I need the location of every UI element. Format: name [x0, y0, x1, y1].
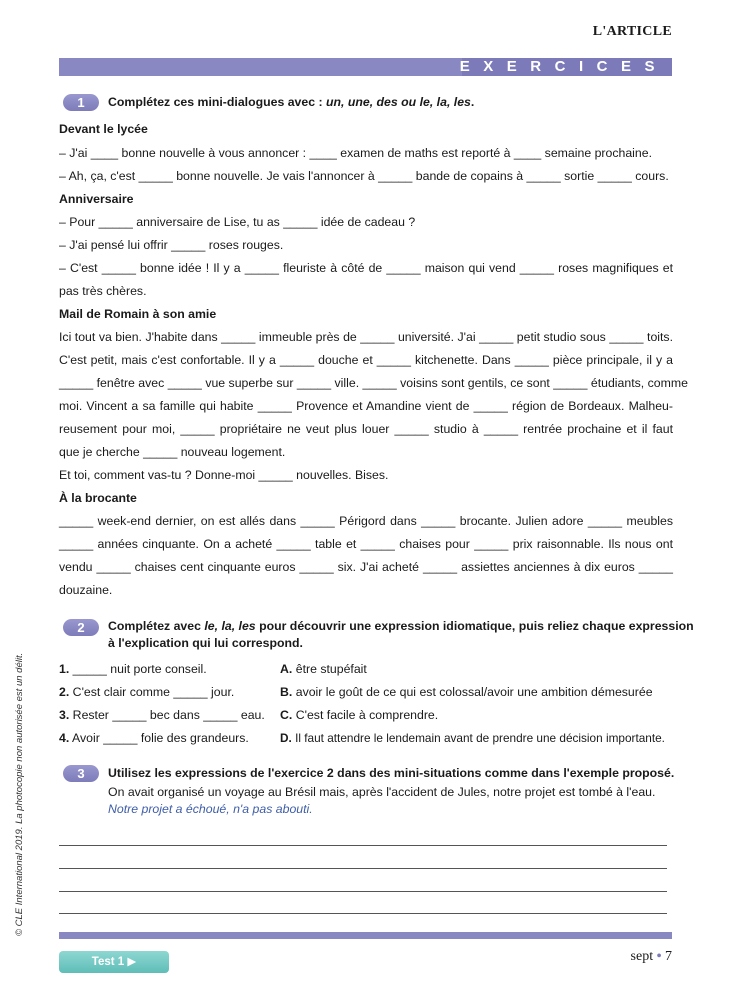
exercise-3-instruction: Utilisez les expressions de l'exercice 2 dans des mini-situations comme dans l'exemple proposé. — [108, 766, 675, 780]
explanation-item-c: C. C'est facile à comprendre. — [280, 708, 439, 722]
section-title-mail: Mail de Romain à son amie — [59, 307, 217, 321]
exercise-line: – C'est _____ bonne idée ! Il y a _____ fleuriste à côté de _____ maison qui vend _____ roses magnifiques et — [59, 261, 673, 275]
expression-item-3: 3. Rester _____ bec dans _____ eau. — [59, 708, 265, 722]
exercise-line: vendu _____ chaises cent cinquante euros _____ six. J'ai acheté _____ assiettes anciennes à dix euros _____ — [59, 560, 673, 574]
answer-line — [59, 845, 667, 846]
expression-item-1: 1. _____ nuit porte conseil. — [59, 662, 207, 676]
section-title-brocante: À la brocante — [59, 491, 137, 505]
answer-line — [59, 868, 667, 869]
exercise-1-number: 1 — [63, 94, 99, 111]
test-1-link[interactable]: Test 1 ▶ — [59, 951, 169, 973]
exercise-line: douzaine. — [59, 583, 113, 597]
exercise-line: moi. Vincent a sa famille qui habite _____ Provence et Amandine vient de _____ région de Bordeaux. Malheu- — [59, 399, 673, 413]
exercise-line: reusement pour moi, _____ propriétaire ne veut plus louer _____ studio à _____ rentrée prochaine et il faut — [59, 422, 673, 436]
exercise-line: – J'ai ____ bonne nouvelle à vous annoncer : ____ examen de maths est reporté à ____ semaine prochaine. — [59, 146, 653, 160]
exercise-line: – Ah, ça, c'est _____ bonne nouvelle. Je vais l'annoncer à _____ bande de copains à _____ sortie _____ cours. — [59, 169, 669, 183]
exercises-banner-label: EXERCICES — [459, 58, 668, 75]
exercise-2-instruction: Complétez avec le, la, les pour découvrir une expression idiomatique, puis reliez chaque expression à l'explication qui lui correspond. — [108, 619, 694, 650]
exercise-2-number: 2 — [63, 619, 99, 636]
exercise-line: que je cherche _____ nouveau logement. — [59, 445, 286, 459]
explanation-item-d: D. Il faut attendre le lendemain avant de prendre une décision importante. — [280, 731, 665, 745]
expression-item-4: 4. Avoir _____ folie des grandeurs. — [59, 731, 249, 745]
exercise-line: _____ années cinquante. On a acheté _____ table et _____ chaises pour _____ prix raisonnable. Ils nous ont — [59, 537, 673, 551]
explanation-item-b: B. avoir le goût de ce qui est colossal/avoir une ambition démesurée — [280, 685, 653, 699]
copyright-notice: © CLE International 2019. La photocopie non autorisée est un délit. — [14, 652, 25, 936]
exercise-3-number: 3 — [63, 765, 99, 782]
exercise-line: Et toi, comment vas-tu ? Donne-moi _____ nouvelles. Bises. — [59, 468, 389, 482]
page-number: sept • 7 — [630, 949, 672, 964]
exercises-banner-box — [459, 58, 672, 76]
bullet-icon: • — [656, 949, 662, 964]
exercises-banner — [59, 58, 672, 76]
exercise-line: Ici tout va bien. J'habite dans _____ immeuble près de _____ université. J'ai _____ petit studio sous _____ toits. — [59, 330, 673, 344]
exercise-line: _____ week-end dernier, on est allés dans _____ Périgord dans _____ brocante. Julien adore _____ meubles — [59, 514, 673, 528]
expression-item-2: 2. C'est clair comme _____ jour. — [59, 685, 235, 699]
exercise-line: – Pour _____ anniversaire de Lise, tu as _____ idée de cadeau ? — [59, 215, 416, 229]
exercise-line: C'est petit, mais c'est confortable. Il y a _____ douche et _____ kitchenette. Dans _____ pièce principale, il y a — [59, 353, 673, 367]
example-situation: On avait organisé un voyage au Brésil mais, après l'accident de Jules, notre projet est tombé à l'eau. — [108, 785, 656, 799]
exercise-line: pas très chères. — [59, 284, 147, 298]
section-title-anniversaire: Anniversaire — [59, 192, 134, 206]
exercise-line: – J'ai pensé lui offrir _____ roses rouges. — [59, 238, 284, 252]
answer-line — [59, 913, 667, 914]
section-title-lycee: Devant le lycée — [59, 122, 148, 136]
exercise-line: _____ fenêtre avec _____ vue superbe sur _____ ville. _____ voisins sont gentils, ce sont _____ étudiants, comme — [59, 376, 688, 390]
example-answer: Notre projet a échoué, n'a pas abouti. — [108, 802, 313, 816]
chapter-title: L'ARTICLE — [592, 24, 672, 39]
footer-bar — [59, 932, 672, 939]
exercise-1-instruction: Complétez ces mini-dialogues avec : un, une, des ou le, la, les. — [108, 95, 475, 109]
explanation-item-a: A. être stupéfait — [280, 662, 367, 676]
answer-line — [59, 891, 667, 892]
